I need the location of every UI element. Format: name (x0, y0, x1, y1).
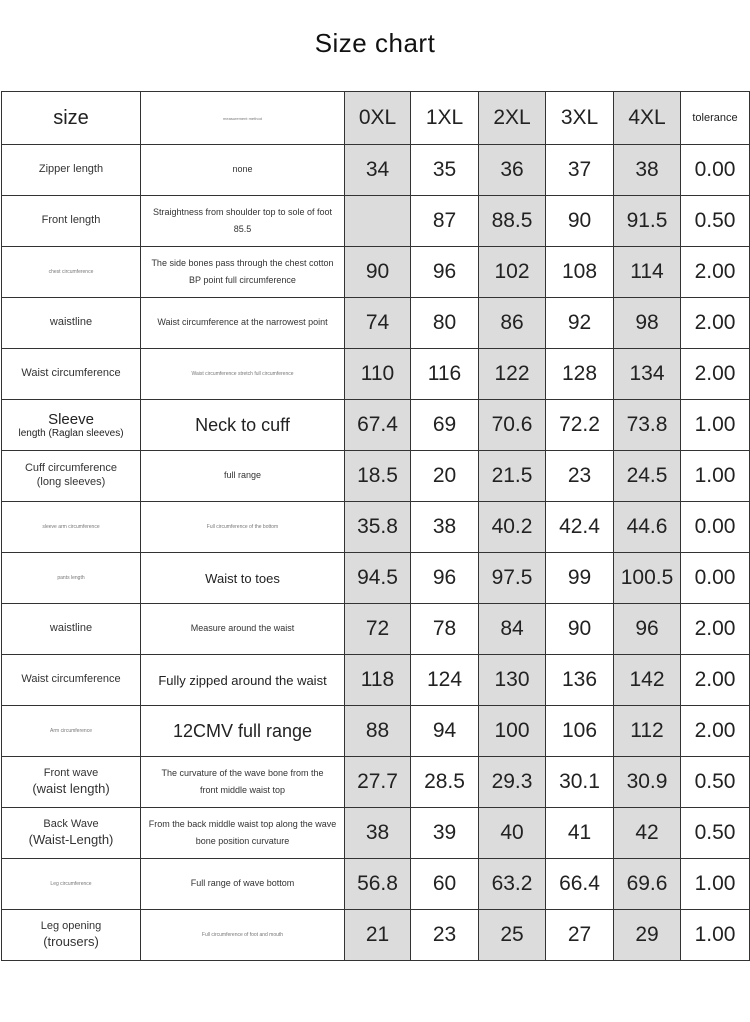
header-tolerance: tolerance (681, 92, 750, 145)
size-value-cell: 18.5 (345, 451, 411, 502)
row-label (2, 808, 141, 859)
row-label-text: Front length (41, 214, 101, 227)
row-label-text: waistline (49, 316, 93, 329)
size-value-cell: 67.4 (345, 400, 411, 451)
size-value-cell: 100 (479, 706, 546, 757)
size-value-cell: 90 (546, 196, 614, 247)
size-value-cell: 23 (411, 910, 479, 961)
row-label-subtext: (Waist-Length) (28, 831, 114, 847)
row-label-text: Waist circumference (21, 673, 121, 686)
size-value-cell: 28.5 (411, 757, 479, 808)
size-value-cell: 29 (614, 910, 681, 961)
tolerance-cell: 0.00 (681, 553, 750, 604)
row-label-text: Arm circumference (50, 728, 92, 734)
size-value-cell: 35.8 (345, 502, 411, 553)
size-value-cell: 21 (345, 910, 411, 961)
size-value-cell: 91.5 (614, 196, 681, 247)
row-method (141, 655, 345, 706)
row-method (141, 859, 345, 910)
size-value-cell: 130 (479, 655, 546, 706)
tolerance-cell: 0.50 (681, 196, 750, 247)
row-method-text: Straightness from shoulder top to sole of foot 85.5 (152, 206, 333, 234)
size-value-cell: 23 (546, 451, 614, 502)
row-method-text: The curvature of the wave bone from the (161, 767, 324, 778)
header-size-2xl: 2XL (479, 92, 546, 145)
tolerance-cell: 2.00 (681, 349, 750, 400)
size-value-cell: 44.6 (614, 502, 681, 553)
size-value-cell: 87 (411, 196, 479, 247)
row-label (2, 145, 141, 196)
table-row (2, 553, 750, 604)
size-value-cell: 41 (546, 808, 614, 859)
row-method (141, 757, 345, 808)
tolerance-cell: 1.00 (681, 859, 750, 910)
size-value-cell: 66.4 (546, 859, 614, 910)
size-value-cell: 42 (614, 808, 681, 859)
size-value-cell: 136 (546, 655, 614, 706)
row-method (141, 553, 345, 604)
tolerance-cell: 0.50 (681, 808, 750, 859)
row-method (141, 400, 345, 451)
size-value-cell: 34 (345, 145, 411, 196)
size-value-cell: 37 (546, 145, 614, 196)
row-label (2, 910, 141, 961)
row-method-text: full range (223, 470, 262, 481)
row-label-text: pants length (57, 575, 85, 581)
header-size-0xl: 0XL (345, 92, 411, 145)
table-row (2, 757, 750, 808)
row-label (2, 859, 141, 910)
tolerance-cell: 1.00 (681, 910, 750, 961)
size-value-cell: 30.1 (546, 757, 614, 808)
size-value-cell: 39 (411, 808, 479, 859)
tolerance-cell: 0.50 (681, 757, 750, 808)
size-value-cell: 73.8 (614, 400, 681, 451)
row-method-text: Waist circumference stretch full circumference (191, 371, 294, 377)
size-value-cell: 108 (546, 247, 614, 298)
row-method (141, 910, 345, 961)
size-value-cell: 128 (546, 349, 614, 400)
row-method (141, 604, 345, 655)
size-value-cell: 40.2 (479, 502, 546, 553)
table-row (2, 400, 750, 451)
size-value-cell: 21.5 (479, 451, 546, 502)
size-value-cell: 114 (614, 247, 681, 298)
size-value-cell: 72 (345, 604, 411, 655)
table-row (2, 298, 750, 349)
row-method (141, 145, 345, 196)
row-label (2, 502, 141, 553)
size-value-cell: 27 (546, 910, 614, 961)
row-method (141, 349, 345, 400)
table-row (2, 706, 750, 757)
size-value-cell: 27.7 (345, 757, 411, 808)
size-value-cell (345, 196, 411, 247)
size-value-cell: 70.6 (479, 400, 546, 451)
size-value-cell: 90 (546, 604, 614, 655)
row-label-text: sleeve arm circumference (42, 524, 100, 530)
size-value-cell: 40 (479, 808, 546, 859)
size-value-cell: 97.5 (479, 553, 546, 604)
size-value-cell: 38 (345, 808, 411, 859)
row-label (2, 553, 141, 604)
size-value-cell: 30.9 (614, 757, 681, 808)
size-value-cell: 69 (411, 400, 479, 451)
row-method (141, 298, 345, 349)
row-method-text: Measure around the waist (190, 623, 295, 634)
size-value-cell: 118 (345, 655, 411, 706)
tolerance-cell: 2.00 (681, 706, 750, 757)
table-row (2, 910, 750, 961)
row-label-subtext: (long sleeves) (36, 476, 106, 488)
row-method-text: Waist to toes (205, 570, 280, 586)
row-label (2, 757, 141, 808)
row-label-text: Sleeve (48, 410, 94, 428)
row-method-text: The side bones pass through the chest cotton (151, 257, 334, 268)
tolerance-cell: 2.00 (681, 604, 750, 655)
header-size: size (2, 92, 141, 145)
row-method-subtext: bone position curvature (195, 836, 290, 846)
size-value-cell: 116 (411, 349, 479, 400)
size-value-cell: 110 (345, 349, 411, 400)
row-method-text: Fully zipped around the waist (158, 672, 327, 688)
size-value-cell: 20 (411, 451, 479, 502)
row-method (141, 706, 345, 757)
header-method: measurement method (141, 92, 345, 145)
row-label (2, 196, 141, 247)
row-label (2, 451, 141, 502)
header-size-4xl: 4XL (614, 92, 681, 145)
size-value-cell: 69.6 (614, 859, 681, 910)
row-label-subtext: (waist length) (32, 780, 110, 796)
table-row (2, 502, 750, 553)
size-value-cell: 98 (614, 298, 681, 349)
size-value-cell: 24.5 (614, 451, 681, 502)
row-label (2, 298, 141, 349)
tolerance-cell: 2.00 (681, 298, 750, 349)
size-value-cell: 88 (345, 706, 411, 757)
row-method-text: none (232, 164, 253, 175)
size-value-cell: 35 (411, 145, 479, 196)
size-value-cell: 96 (614, 604, 681, 655)
size-value-cell: 90 (345, 247, 411, 298)
row-method-text: From the back middle waist top along the wave (148, 818, 337, 829)
row-label-text: Front wave (43, 767, 99, 779)
size-value-cell: 72.2 (546, 400, 614, 451)
header-size-1xl: 1XL (411, 92, 479, 145)
row-label-text: Leg circumference (50, 881, 92, 887)
size-value-cell: 100.5 (614, 553, 681, 604)
row-label-subtext: (trousers) (43, 933, 99, 949)
tolerance-cell: 0.00 (681, 502, 750, 553)
table-row (2, 247, 750, 298)
size-value-cell: 25 (479, 910, 546, 961)
row-label-text: Waist circumference (21, 367, 121, 380)
size-value-cell: 88.5 (479, 196, 546, 247)
tolerance-cell: 2.00 (681, 247, 750, 298)
size-value-cell: 112 (614, 706, 681, 757)
row-method-text: Full circumference of foot and mouth (201, 932, 284, 938)
tolerance-cell: 2.00 (681, 655, 750, 706)
row-method-text: Full range of wave bottom (190, 878, 295, 889)
tolerance-cell: 1.00 (681, 451, 750, 502)
row-label-subtext: length (Raglan sleeves) (18, 427, 124, 439)
row-label (2, 349, 141, 400)
table-row (2, 859, 750, 910)
size-value-cell: 124 (411, 655, 479, 706)
size-value-cell: 42.4 (546, 502, 614, 553)
table-row (2, 604, 750, 655)
size-value-cell: 102 (479, 247, 546, 298)
size-value-cell: 94.5 (345, 553, 411, 604)
table-row (2, 655, 750, 706)
row-method (141, 451, 345, 502)
size-value-cell: 56.8 (345, 859, 411, 910)
row-method-text: Waist circumference at the narrowest point (157, 317, 328, 328)
size-value-cell: 84 (479, 604, 546, 655)
size-value-cell: 74 (345, 298, 411, 349)
size-value-cell: 96 (411, 247, 479, 298)
size-value-cell: 63.2 (479, 859, 546, 910)
table-row (2, 808, 750, 859)
page-title: Size chart (314, 28, 436, 58)
size-value-cell: 92 (546, 298, 614, 349)
table-row (2, 349, 750, 400)
size-value-cell: 80 (411, 298, 479, 349)
row-label (2, 604, 141, 655)
size-chart-table (1, 91, 750, 961)
row-label (2, 400, 141, 451)
row-label-text: Leg opening (40, 920, 102, 932)
size-value-cell: 134 (614, 349, 681, 400)
row-method-text: Full circumference of the bottom (206, 524, 279, 530)
table-row (2, 145, 750, 196)
size-value-cell: 38 (411, 502, 479, 553)
size-value-cell: 29.3 (479, 757, 546, 808)
tolerance-cell: 0.00 (681, 145, 750, 196)
row-method (141, 808, 345, 859)
row-method-subtext: front middle waist top (199, 785, 286, 795)
size-value-cell: 78 (411, 604, 479, 655)
size-value-cell: 94 (411, 706, 479, 757)
size-value-cell: 142 (614, 655, 681, 706)
table-row (2, 451, 750, 502)
size-value-cell: 36 (479, 145, 546, 196)
size-value-cell: 106 (546, 706, 614, 757)
tolerance-cell: 1.00 (681, 400, 750, 451)
row-label-text: Cuff circumference (24, 462, 118, 475)
size-value-cell: 96 (411, 553, 479, 604)
row-label (2, 706, 141, 757)
size-value-cell: 86 (479, 298, 546, 349)
table-row (2, 196, 750, 247)
row-method-subtext: BP point full circumference (189, 275, 296, 285)
size-value-cell: 99 (546, 553, 614, 604)
header-size-3xl: 3XL (546, 92, 614, 145)
row-label-text: chest circumference (48, 269, 94, 275)
size-value-cell: 122 (479, 349, 546, 400)
size-value-cell: 38 (614, 145, 681, 196)
row-method (141, 196, 345, 247)
row-method-text: 12CMV full range (172, 720, 313, 741)
row-label (2, 655, 141, 706)
row-label-text: Back Wave (43, 818, 99, 830)
row-method-text: Neck to cuff (195, 414, 290, 435)
row-method (141, 247, 345, 298)
row-label (2, 247, 141, 298)
header-row (2, 92, 750, 145)
row-method (141, 502, 345, 553)
size-value-cell: 60 (411, 859, 479, 910)
row-label-text: Zipper length (38, 163, 104, 176)
row-label-text: waistline (49, 622, 93, 635)
